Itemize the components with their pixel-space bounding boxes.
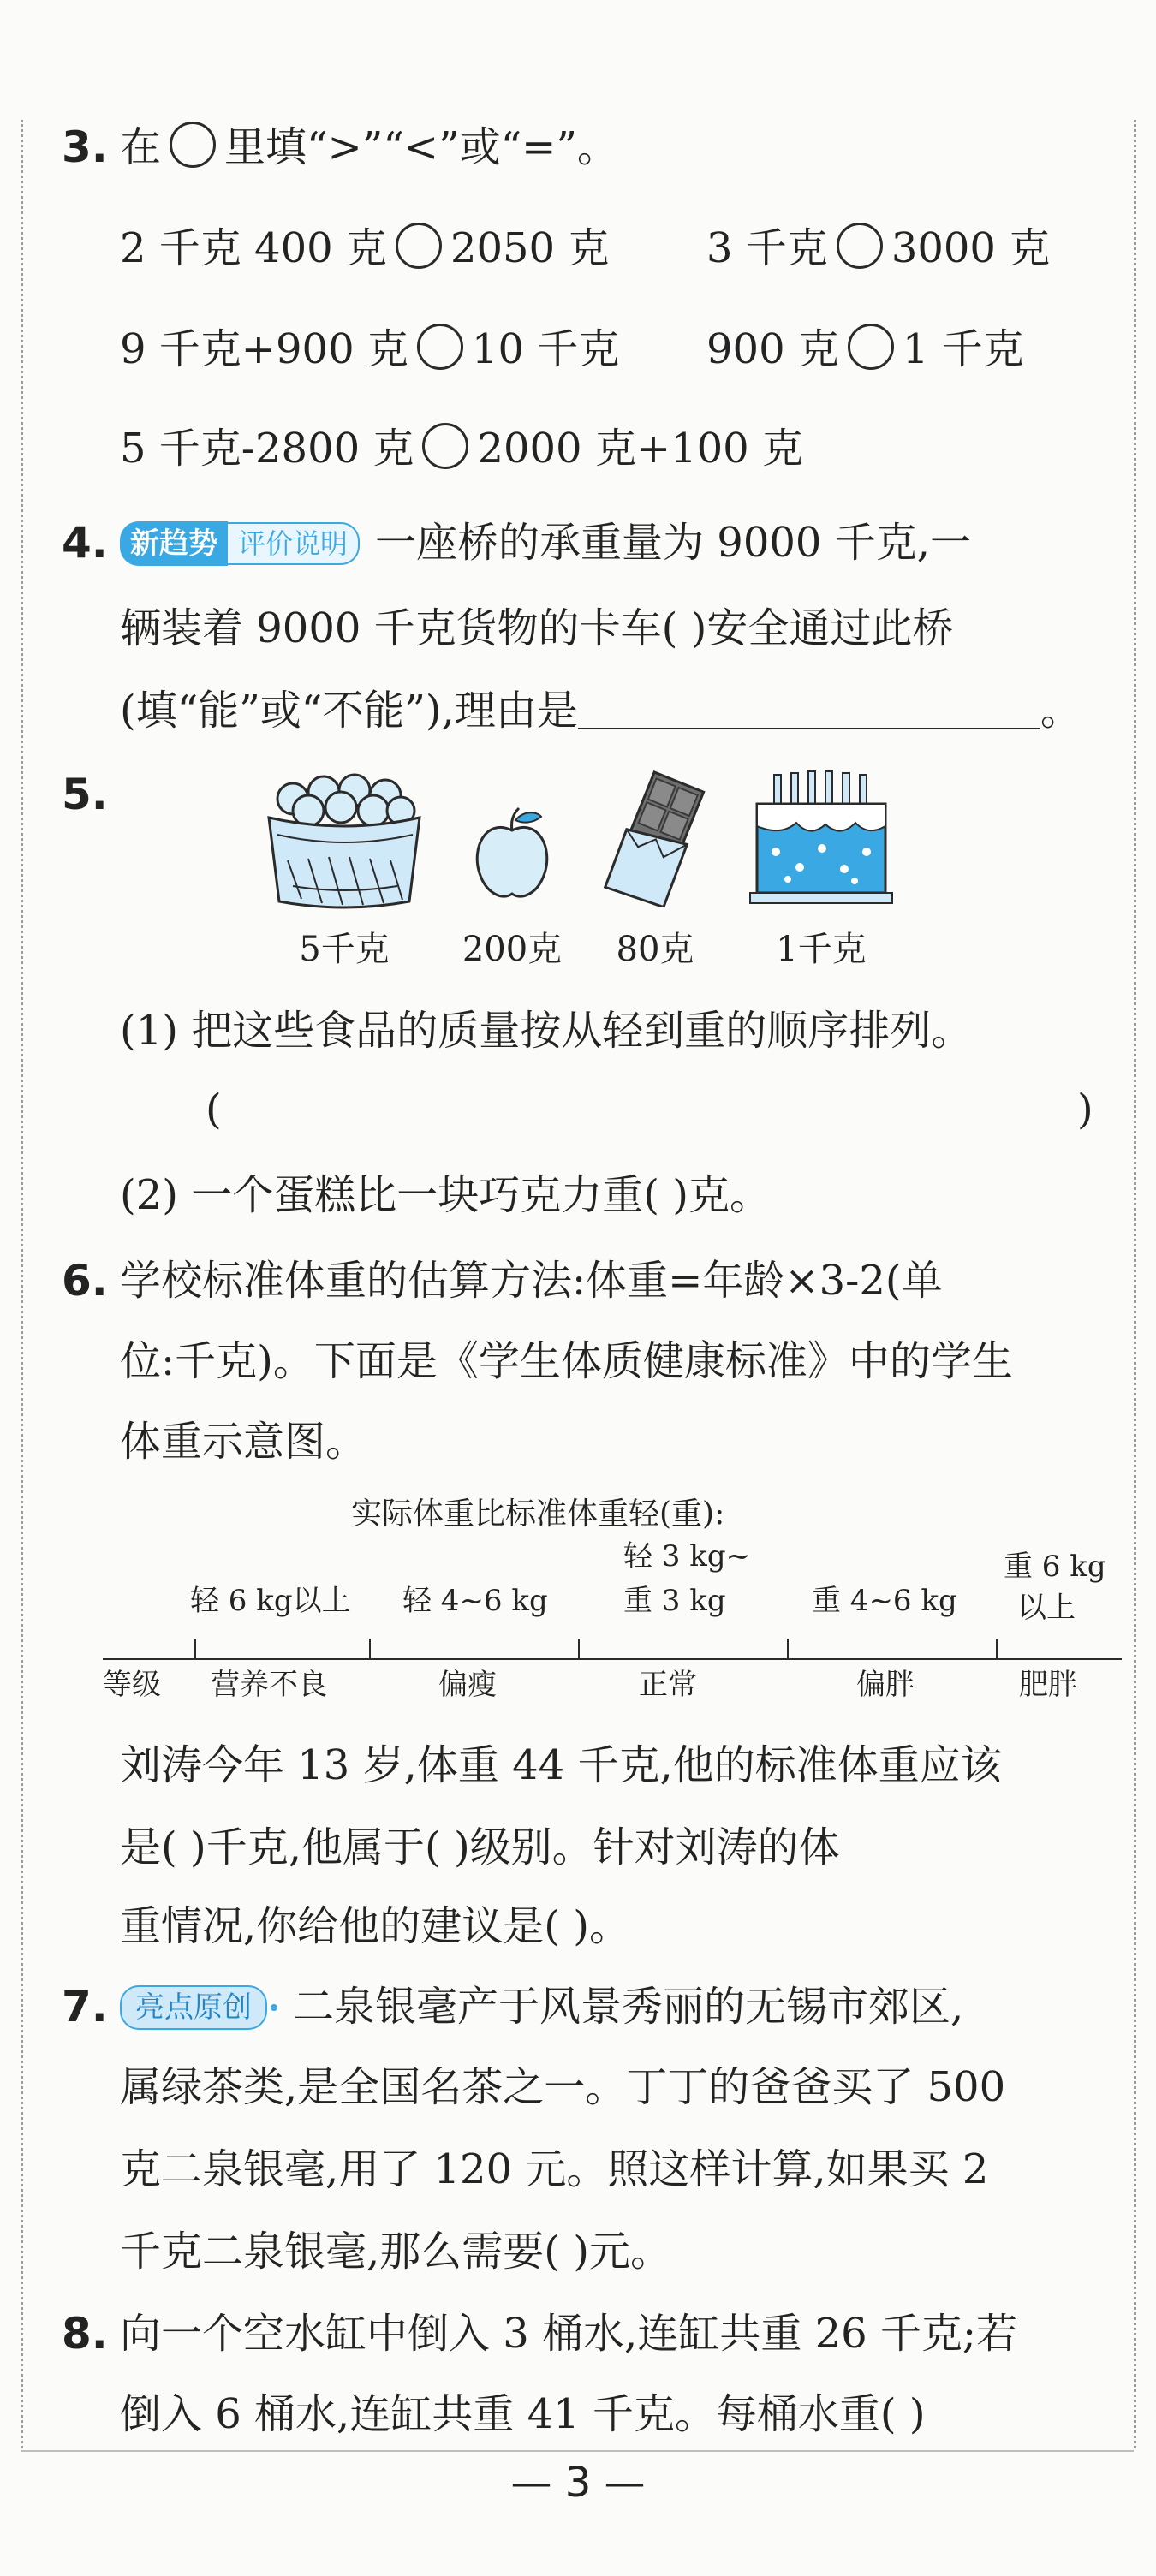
question-5-sub-1: (1) 把这些食品的质量按从轻到重的顺序排列。	[120, 1007, 973, 1055]
question-7-line-1: 亮点原创 二泉银毫产于风景秀丽的无锡市郊区,	[120, 1981, 963, 2032]
q3-row-1-right: 3 千克 3000 克	[706, 224, 1051, 272]
range-label-slim: 轻 4~6 kg	[402, 1584, 548, 1618]
grade-obese: 肥胖	[1019, 1668, 1077, 1702]
new-trend-tag: 新趋势 评价说明	[120, 521, 360, 566]
question-6-number: 6.	[62, 1256, 108, 1306]
question-4-line-1: 新趋势 评价说明 一座桥的承重量为 9000 千克,一	[120, 517, 971, 568]
question-8-number: 8.	[62, 2309, 108, 2359]
page-number: — 3 —	[510, 2459, 646, 2507]
range-label-normal-top: 轻 3 kg~	[623, 1539, 751, 1574]
compare-circle[interactable]	[170, 122, 216, 168]
question-6-line-6: 重情况,你给他的建议是( )。	[120, 1902, 630, 1950]
question-8-line-1: 向一个空水缸中倒入 3 桶水,连缸共重 26 千克;若	[120, 2310, 1018, 2358]
chocolate-bar-icon	[599, 770, 711, 907]
grade-malnourished: 营养不良	[211, 1668, 327, 1702]
question-6-line-5: 是( )千克,他属于( )级别。针对刘涛的体	[120, 1823, 840, 1871]
food-label-cake: 1千克	[776, 930, 867, 969]
question-4-line-2: 辆装着 9000 千克货物的卡车( )安全通过此桥	[120, 604, 954, 652]
question-5-sub-2: (2) 一个蛋糕比一块巧克力重( )克。	[120, 1171, 771, 1219]
apple-icon	[469, 805, 555, 907]
right-dotted-border	[1134, 120, 1136, 2448]
q5-answer-close: )	[1077, 1086, 1093, 1133]
compare-circle[interactable]	[837, 223, 883, 269]
range-label-overweight: 重 4~6 kg	[812, 1584, 957, 1618]
compare-circle[interactable]	[422, 423, 468, 469]
question-8-line-2: 倒入 6 桶水,连缸共重 41 千克。每桶水重( )	[120, 2390, 926, 2438]
q3-row-2-right: 900 克 1 千克	[706, 325, 1024, 373]
range-label-obese-bottom: 以上	[1017, 1591, 1076, 1625]
question-7-line-4: 千克二泉银毫,那么需要( )元。	[120, 2228, 671, 2276]
bottom-rule	[21, 2450, 1134, 2452]
question-6-line-4: 刘涛今年 13 岁,体重 44 千克,他的标准体重应该	[120, 1741, 1002, 1789]
apple-basket-icon	[259, 766, 430, 912]
question-6-line-2: 位:千克)。下面是《学生体质健康标准》中的学生	[120, 1337, 1013, 1385]
q5-answer-open: (	[206, 1086, 222, 1133]
question-7-line-2: 属绿茶类,是全国名茶之一。丁丁的爸爸买了 500	[120, 2063, 1006, 2111]
question-3-number: 3.	[62, 122, 108, 172]
birthday-cake-icon	[748, 766, 894, 912]
food-label-apple: 200克	[462, 930, 563, 969]
range-label-underweight: 轻 6 kg以上	[190, 1584, 351, 1618]
question-4-line-3: (填“能”或“不能”),理由是 。	[120, 687, 1082, 735]
question-5-number: 5.	[62, 770, 108, 819]
question-7-line-3: 克二泉银毫,用了 120 元。照这样计算,如果买 2	[120, 2145, 989, 2193]
food-label-basket: 5千克	[299, 930, 390, 969]
grade-slim: 偏瘦	[438, 1668, 497, 1702]
question-3-prompt: 在 里填“>”“<”或“=”。	[120, 123, 618, 171]
weight-scale-axis	[103, 1628, 1130, 1663]
question-4-number: 4.	[62, 518, 108, 568]
grade-normal: 正常	[639, 1668, 697, 1702]
answer-blank[interactable]	[578, 728, 1040, 729]
compare-circle[interactable]	[417, 324, 463, 370]
grade-heading: 等级	[103, 1668, 161, 1702]
range-label-normal-bottom: 重 3 kg	[623, 1584, 726, 1618]
compare-circle[interactable]	[848, 324, 894, 370]
q3-row-2-left: 9 千克+900 克 10 千克	[120, 325, 620, 373]
range-label-obese-top: 重 6 kg	[1004, 1550, 1106, 1584]
question-6-line-1: 学校标准体重的估算方法:体重=年龄×3-2(单	[120, 1257, 943, 1305]
food-label-chocolate: 80克	[616, 930, 694, 969]
compare-circle[interactable]	[396, 223, 442, 269]
highlight-original-tag: 亮点原创	[120, 1985, 277, 2030]
q3-row-1-left: 2 千克 400 克 2050 克	[120, 224, 610, 272]
scale-title: 实际体重比标准体重轻(重):	[351, 1496, 725, 1532]
q3-row-3: 5 千克-2800 克 2000 克+100 克	[120, 425, 803, 473]
left-dotted-border	[21, 120, 23, 2448]
question-7-number: 7.	[62, 1982, 108, 2032]
grade-overweight: 偏胖	[856, 1668, 915, 1702]
question-6-line-3: 体重示意图。	[120, 1418, 367, 1466]
